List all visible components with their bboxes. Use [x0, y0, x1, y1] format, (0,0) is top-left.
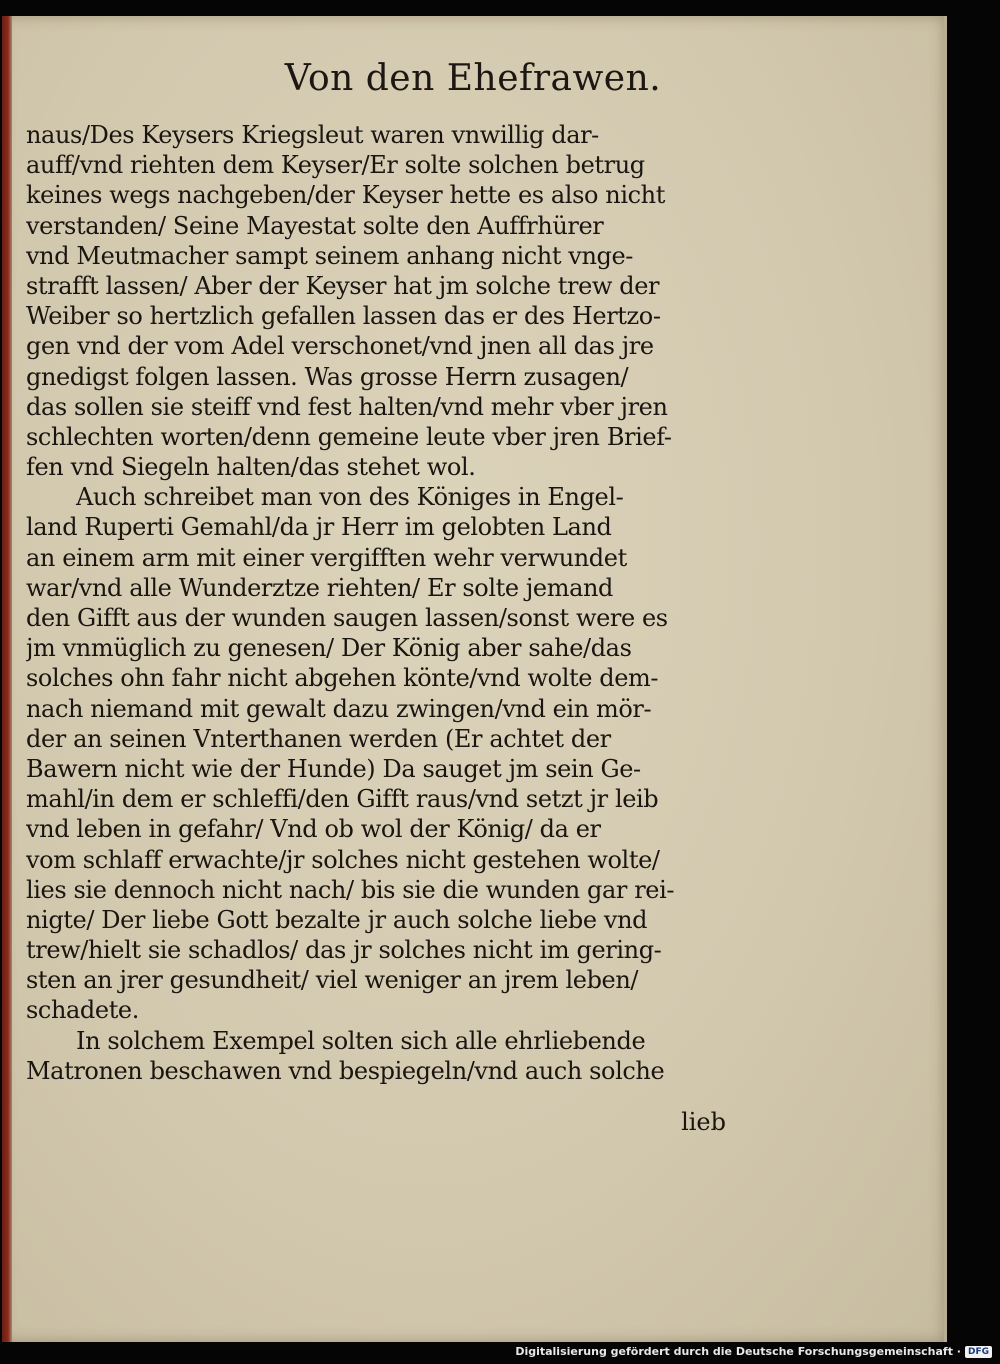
- text-line: nach niemand mit gewalt dazu zwingen/vnd ein mör-: [26, 694, 652, 723]
- text-line: den Gifft aus der wunden saugen lassen/sonst were es: [26, 604, 668, 632]
- text-line: an einem arm mit einer vergifften wehr verwundet: [26, 543, 627, 572]
- text-line: Matronen beschawen vnd bespiegeln/vnd auch solche: [26, 1056, 665, 1085]
- text-line: schadete.: [26, 996, 139, 1025]
- text-line: auff/vnd riehten dem Keyser/Er solte solchen betrug: [26, 151, 645, 180]
- text-line: vom schlaff erwachte/jr solches nicht gestehen wolte/: [26, 845, 660, 874]
- text-line: das sollen sie steiff vnd fest halten/vnd mehr vber jren: [26, 392, 668, 421]
- text-line: Auch schreibet man von des Königes in Engel-: [76, 483, 624, 512]
- text-line: mahl/in dem er schleffi/den Gifft raus/vnd setzt jr leib: [26, 785, 659, 814]
- text-line: fen vnd Siegeln halten/das stehet wol.: [26, 453, 476, 482]
- text-line: Weiber so hertzlich gefallen lassen das er des Hertzo-: [26, 302, 661, 331]
- text-line: der an seinen Vnterthanen werden (Er achtet der: [26, 724, 611, 753]
- text-line: gnedigst folgen lassen. Was grosse Herrn zusagen/: [26, 362, 629, 391]
- book-page: [2, 16, 947, 1342]
- text-line: verstanden/ Seine Mayestat solte den Auffrhürer: [26, 211, 604, 240]
- body-text: [26, 120, 731, 1086]
- dfg-logo: DFG: [965, 1346, 992, 1358]
- text-line: gen vnd der vom Adel verschonet/vnd jnen all das jre: [26, 332, 654, 361]
- text-line: strafft lassen/ Aber der Keyser hat jm solche trew der: [26, 271, 660, 300]
- running-header: Von den Ehefrawen.: [284, 58, 662, 99]
- text-line: sten an jrer gesundheit/ viel weniger an jrem leben/: [26, 966, 639, 995]
- text-line: schlechten worten/denn gemeine leute vber jren Brief-: [26, 422, 672, 451]
- text-line: war/vnd alle Wunderztze riehten/ Er solte jemand: [26, 573, 614, 602]
- text-line: trew/hielt sie schadlos/ das jr solches nicht im gering-: [26, 936, 662, 965]
- credit-text: Digitalisierung gefördert durch die Deutsche Forschungsgemeinschaft ·: [515, 1345, 961, 1358]
- text-line: keines wegs nachgeben/der Keyser hette es also nicht: [26, 181, 665, 210]
- text-line: lies sie dennoch nicht nach/ bis sie die wunden gar rei-: [26, 875, 675, 904]
- digitization-credit: [515, 1345, 992, 1358]
- text-line: nigte/ Der liebe Gott bezalte jr auch solche liebe vnd: [26, 905, 648, 934]
- text-line: naus/Des Keysers Kriegsleut waren vnwillig dar-: [26, 121, 599, 149]
- binding-edge: [2, 16, 12, 1342]
- text-line: jm vnmüglich zu genesen/ Der König aber sahe/das: [26, 634, 632, 663]
- text-line: Bawern nicht wie der Hunde) Da sauget jm sein Ge-: [26, 754, 641, 783]
- text-line: vnd Meutmacher sampt seinem anhang nicht vnge-: [26, 241, 633, 270]
- text-line: In solchem Exempel solten sich alle ehrliebende: [76, 1026, 646, 1055]
- text-line: vnd leben in gefahr/ Vnd ob wol der König/ da er: [26, 815, 601, 844]
- text-line: solches ohn fahr nicht abgehen könte/vnd wolte dem-: [26, 664, 659, 693]
- text-line: land Ruperti Gemahl/da jr Herr im gelobten Land: [26, 513, 612, 542]
- catchword: lieb: [681, 1108, 726, 1136]
